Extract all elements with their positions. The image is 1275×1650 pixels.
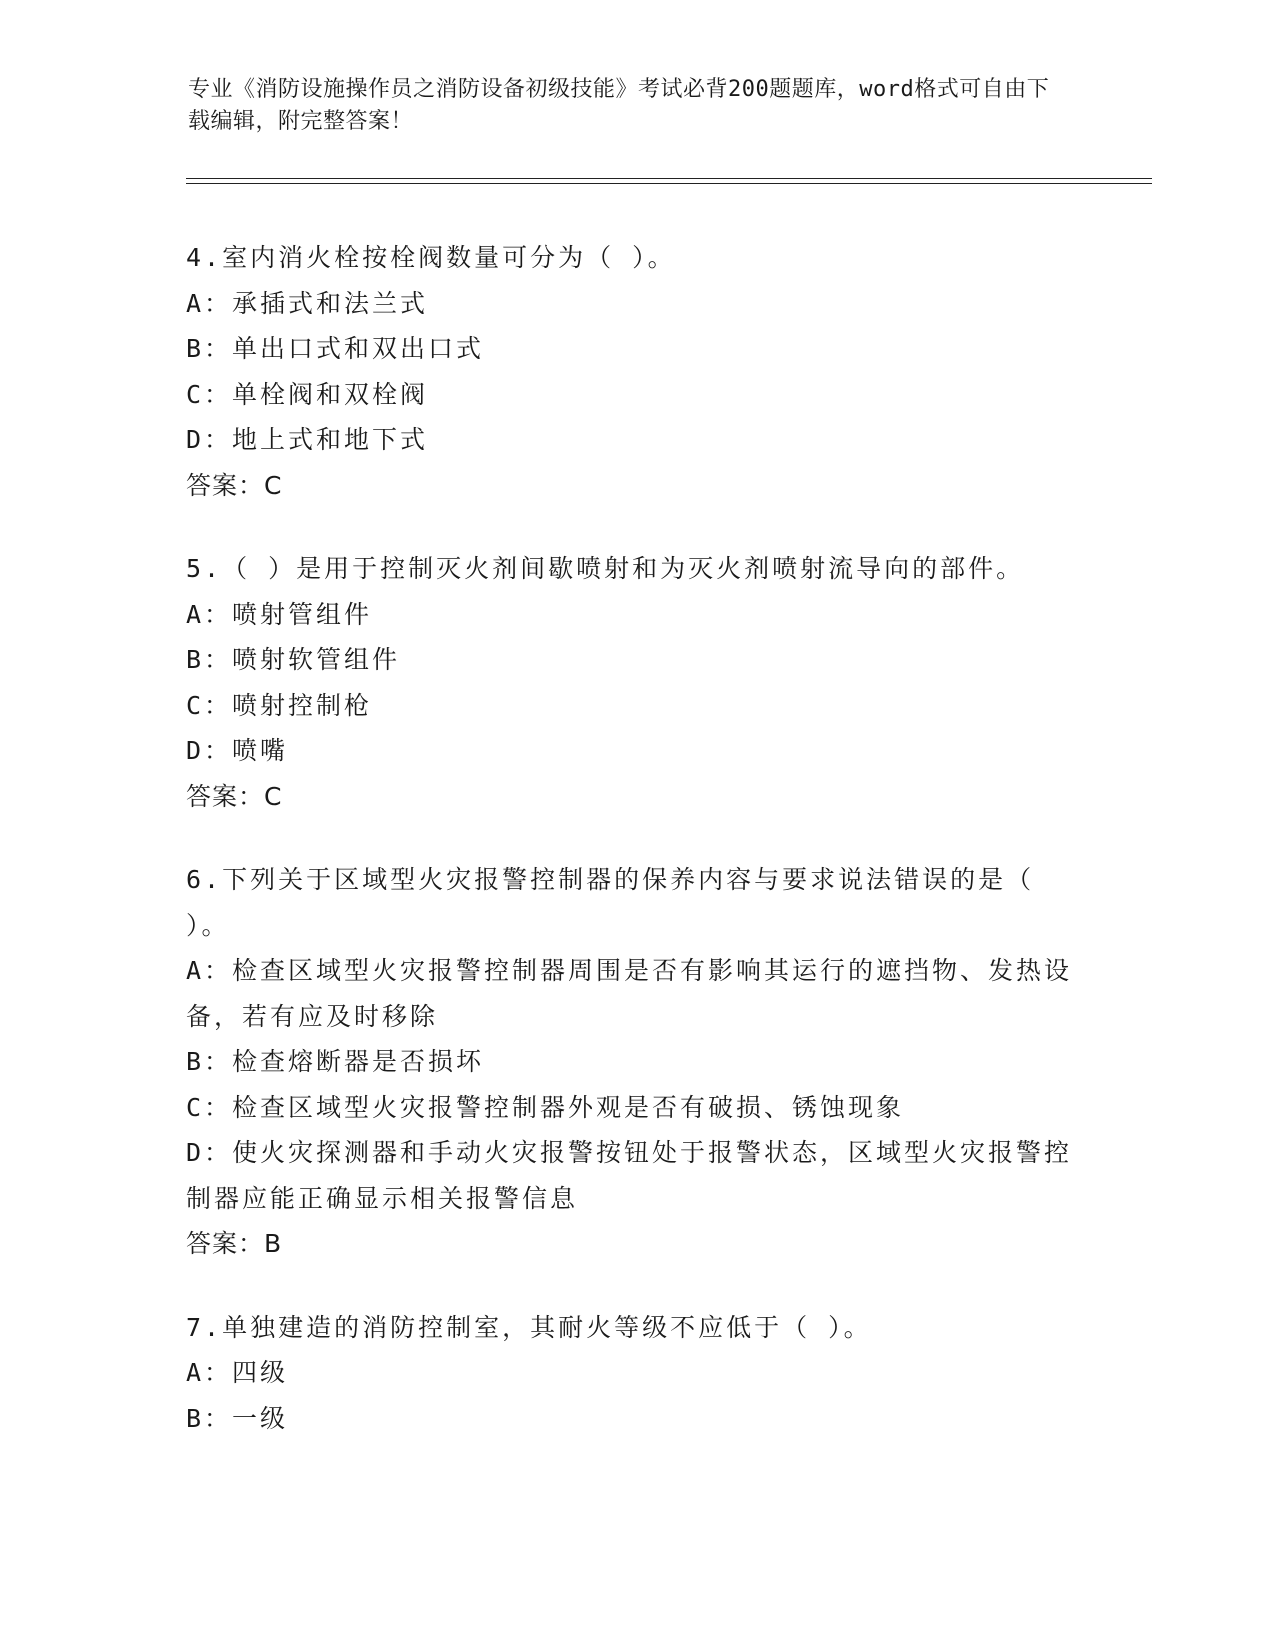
option-a: A：检查区域型火灾报警控制器周围是否有影响其运行的遮挡物、发热设备，若有应及时移除 xyxy=(186,956,1073,1031)
option-b: B：喷射软管组件 xyxy=(186,645,401,674)
option-b: B：单出口式和双出口式 xyxy=(186,334,485,363)
option-d: D：喷嘴 xyxy=(186,736,289,765)
option-a: A：四级 xyxy=(186,1358,289,1387)
question-5 xyxy=(186,546,1076,819)
question-stem: 6.下列关于区域型火灾报警控制器的保养内容与要求说法错误的是（ ）。 xyxy=(186,865,1035,940)
option-c: C：检查区域型火灾报警控制器外观是否有破损、锈蚀现象 xyxy=(186,1092,905,1122)
question-stem: 4.室内消火栓按栓阀数量可分为（ ）。 xyxy=(186,243,676,272)
option-a: A：喷射管组件 xyxy=(186,599,373,629)
question-6 xyxy=(186,857,1076,1267)
question-stem: 5.（ ）是用于控制灭火剂间歇喷射和为灭火剂喷射流导向的部件。 xyxy=(186,554,1025,583)
answer-line: 答案：C xyxy=(186,470,283,500)
option-d: D：地上式和地下式 xyxy=(186,425,429,454)
option-d: D：使火灾探测器和手动火灾报警按钮处于报警状态，区域型火灾报警控制器应能正确显示相关报警信息 xyxy=(186,1138,1073,1213)
option-b: B：一级 xyxy=(186,1403,289,1433)
answer-line: 答案：C xyxy=(186,781,283,811)
question-list xyxy=(186,235,1076,1479)
option-c: C：喷射控制枪 xyxy=(186,690,373,720)
question-stem: 7.单独建造的消防控制室，其耐火等级不应低于（ ）。 xyxy=(186,1312,872,1342)
question-7 xyxy=(186,1305,1076,1442)
option-c: C：单栓阀和双栓阀 xyxy=(186,379,429,409)
question-4 xyxy=(186,235,1076,508)
document-header: 专业《消防设施操作员之消防设备初级技能》考试必背200题题库，word格式可自由下载编辑，附完整答案！ xyxy=(188,77,1050,134)
option-b: B：检查熔断器是否损坏 xyxy=(186,1047,485,1076)
option-a: A：承插式和法兰式 xyxy=(186,288,429,318)
answer-line: 答案：B xyxy=(186,1229,283,1258)
header-divider xyxy=(186,178,1152,184)
